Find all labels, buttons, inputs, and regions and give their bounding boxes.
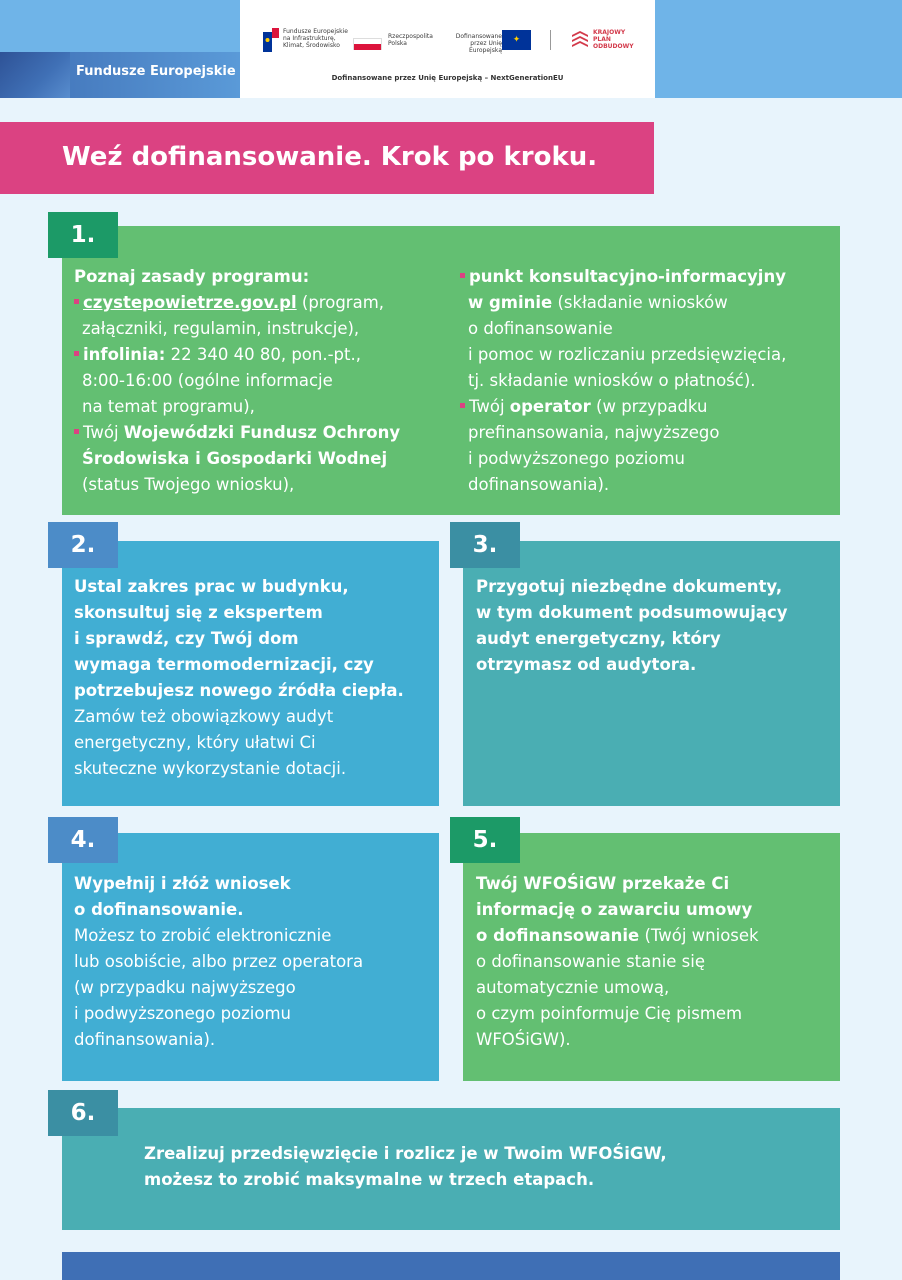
bullet-icon — [460, 403, 465, 408]
text-bold: punkt konsultacyjno-informacyjny — [469, 267, 786, 286]
text-bold: potrzebujesz nowego źródła ciepła. — [74, 681, 404, 700]
footer-bar — [62, 1252, 840, 1280]
fundusze-europejskie-logo — [263, 28, 279, 52]
text: załączniki, regulamin, instrukcje), — [82, 319, 360, 338]
header-left-band — [0, 0, 240, 52]
text-bold: w tym dokument podsumowujący — [476, 603, 788, 622]
bullet-icon — [74, 299, 79, 304]
text: Twój — [469, 397, 510, 416]
text: (status Twojego wniosku), — [82, 475, 295, 494]
step-1-heading: Poznaj zasady programu: — [74, 267, 310, 286]
step-6-number: 6. — [48, 1090, 118, 1136]
text-bold: Ustal zakres prac w budynku, — [74, 577, 349, 596]
text: WFOŚiGW). — [476, 1030, 571, 1049]
text-bold: Wypełnij i złóż wniosek — [74, 874, 291, 893]
bullet-icon — [74, 351, 79, 356]
text-line — [460, 290, 835, 316]
text: o dofinansowanie — [468, 319, 613, 338]
kpo-logo-icon — [571, 30, 589, 50]
text: na temat programu), — [82, 397, 255, 416]
step-1-right-column — [460, 264, 835, 498]
text-bold: w gminie — [468, 293, 553, 312]
text-bold: i sprawdź, czy Twój dom — [74, 629, 299, 648]
text-bold: o dofinansowanie. — [74, 900, 244, 919]
header-caption: Dofinansowane przez Unię Europejską – NextGenerationEU — [331, 74, 564, 82]
header-right-band — [655, 0, 902, 98]
step-3-number: 3. — [450, 522, 520, 568]
kpo-logo-text — [593, 29, 634, 50]
text-bold: Zrealizuj przedsięwzięcie i rozlicz je w Twoim WFOŚiGW, — [144, 1144, 667, 1163]
header-separator — [550, 30, 551, 50]
text: (w przypadku — [590, 397, 708, 416]
list-item — [74, 342, 444, 368]
eu-stars-decoration — [0, 52, 70, 98]
text: i podwyższonego poziomu — [74, 1004, 292, 1023]
text: (Twój wniosek — [639, 926, 759, 945]
step-1-left-column — [74, 264, 444, 498]
list-item — [460, 394, 835, 420]
text-bold: możesz to zrobić maksymalne w trzech etapach. — [144, 1170, 595, 1189]
text-bold: Przygotuj niezbędne dokumenty, — [476, 577, 783, 596]
text: i podwyższonego poziomu — [468, 449, 686, 468]
text: (w przypadku najwyższego — [74, 978, 296, 997]
text-bold: wymaga termomodernizacji, czy — [74, 655, 374, 674]
step-4-number: 4. — [48, 817, 118, 863]
eu-flag-icon: ✦ — [502, 30, 531, 50]
phone-text: 22 340 40 80, pon.-pt., — [165, 345, 361, 364]
text: prefinansowania, najwyższego — [468, 423, 720, 442]
text-bold: Wojewódzki Fundusz Ochrony — [123, 423, 401, 442]
poland-flag-icon — [353, 38, 382, 50]
rzeczpospolita-text: Rzeczpospolita Polska — [388, 33, 433, 47]
step-4-text — [74, 871, 434, 1053]
list-item — [74, 290, 444, 316]
text-bold: o dofinansowanie — [476, 926, 640, 945]
text: o czym poinformuje Cię pismem — [476, 1004, 743, 1023]
bullet-icon — [74, 429, 79, 434]
text: Twój — [83, 423, 124, 442]
text: 8:00-16:00 (ogólne informacje — [82, 371, 333, 390]
text: dofinansowania). — [468, 475, 610, 494]
text-bold: Twój WFOŚiGW przekaże Ci — [476, 874, 730, 893]
text: skuteczne wykorzystanie dotacji. — [74, 759, 347, 778]
text-bold: skonsultuj się z ekspertem — [74, 603, 323, 622]
eu-funding-text: Dofinansowane przez Unię Europejską — [455, 33, 502, 54]
list-item — [74, 420, 444, 446]
step-2-text — [74, 574, 434, 782]
text-bold: otrzymasz od audytora. — [476, 655, 697, 674]
text: o dofinansowanie stanie się — [476, 952, 706, 971]
text: (składanie wniosków — [552, 293, 728, 312]
text: tj. składanie wniosków o płatność). — [468, 371, 756, 390]
text: energetyczny, który ułatwi Ci — [74, 733, 316, 752]
step-2-number: 2. — [48, 522, 118, 568]
step-5-number: 5. — [450, 817, 520, 863]
header-left-label: Fundusze Europejskie — [76, 64, 236, 79]
list-item — [460, 264, 835, 290]
text: Możesz to zrobić elektronicznie — [74, 926, 332, 945]
website-link[interactable]: czystepowietrze.gov.pl — [83, 293, 297, 312]
page-title: Weź dofinansowanie. Krok po kroku. — [62, 142, 598, 172]
bullet-icon — [460, 273, 465, 278]
step-3-text — [476, 574, 836, 678]
kpo-text-line: ODBUDOWY — [593, 43, 634, 50]
step-1-number: 1. — [48, 212, 118, 258]
text: dofinansowania). — [74, 1030, 216, 1049]
step-5-text — [476, 871, 836, 1053]
text: lub osobiście, albo przez operatora — [74, 952, 364, 971]
text: automatycznie umową, — [476, 978, 670, 997]
text-bold: Środowiska i Gospodarki Wodnej — [82, 449, 388, 468]
kpo-text-line: PLAN — [593, 36, 611, 43]
infolinia-label: infolinia: — [83, 345, 166, 364]
kpo-text-line: KRAJOWY — [593, 29, 626, 36]
text-bold: operator — [509, 397, 591, 416]
step-6-text — [144, 1141, 834, 1193]
text-line — [476, 923, 836, 949]
text-bold: audyt energetyczny, który — [476, 629, 721, 648]
fundusze-logo-text: Fundusze Europejskie na Infrastrukturę, Klimat, Środowisko — [283, 28, 348, 49]
text-bold: informację o zawarciu umowy — [476, 900, 753, 919]
text: i pomoc w rozliczaniu przedsięwzięcia, — [468, 345, 787, 364]
text: Zamów też obowiązkowy audyt — [74, 707, 334, 726]
text: (program, — [296, 293, 385, 312]
